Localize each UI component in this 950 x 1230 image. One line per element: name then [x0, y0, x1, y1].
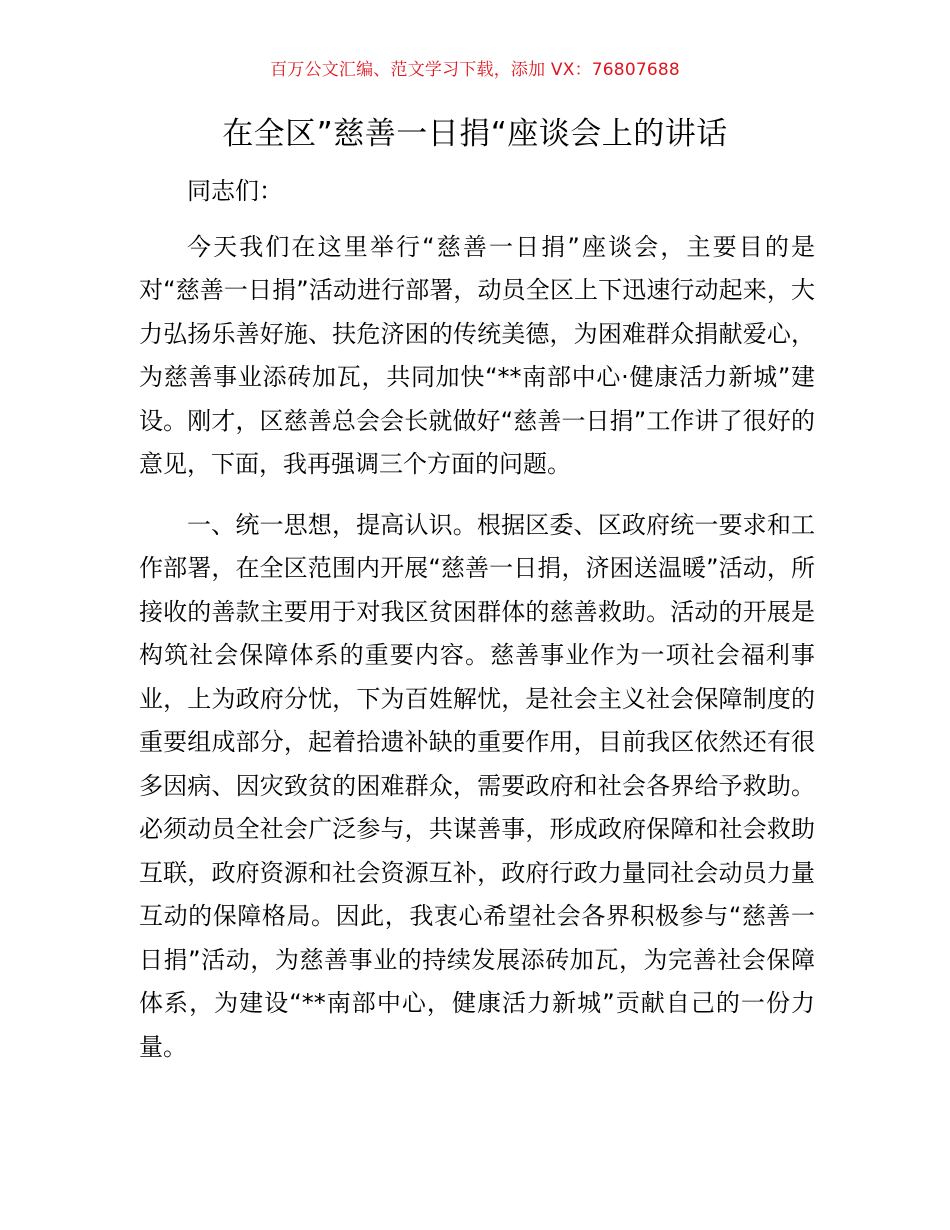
document-title: 在全区”慈善一日捐“座谈会上的讲话	[222, 116, 728, 152]
paragraph-intro: 今天我们在这里举行“慈善一日捐”座谈会，主要目的是对“慈善一日捐”活动进行部署，动员全区上下迅速行动起来，大力弘扬乐善好施、扶危济困的传统美德，为困难群众捐献爱心，为慈善事业添砖加瓦，共同加快“**南部中心·健康活力新城”建设。刚才，区慈善总会会长就做好“慈善一日捐”工作讲了很好的意见，下面，我再强调三个方面的问题。	[139, 232, 815, 478]
paragraph-section-one: 一、统一思想，提高认识。根据区委、区政府统一要求和工作部署，在全区范围内开展“慈善一日捐，济困送温暖”活动，所接收的善款主要用于对我区贫困群体的慈善救助。活动的开展是构筑社会保障体系的重要内容。慈善事业作为一项社会福利事业，上为政府分忧，下为百姓解忧，是社会主义社会保障制度的重要组成部分，起着拾遗补缺的重要作用，目前我区依然还有很多因病、因灾致贫的困难群众，需要政府和社会各界给予救助。必须动员全社会广泛参与，共谋善事，形成政府保障和社会救助互联，政府资源和社会资源互补，政府行政力量同社会动员力量互动的保障格局。因此，我衷心希望社会各界积极参与“慈善一日捐”活动，为慈善事业的持续发展添砖加瓦，为完善社会保障体系，为建设“**南部中心，健康活力新城”贡献自己的一份力量。	[139, 510, 815, 1061]
document-body	[139, 170, 815, 1086]
salutation: 同志们：	[187, 177, 283, 205]
header-note: 百万公文汇编、范文学习下载，添加 VX：76807688	[270, 60, 680, 80]
